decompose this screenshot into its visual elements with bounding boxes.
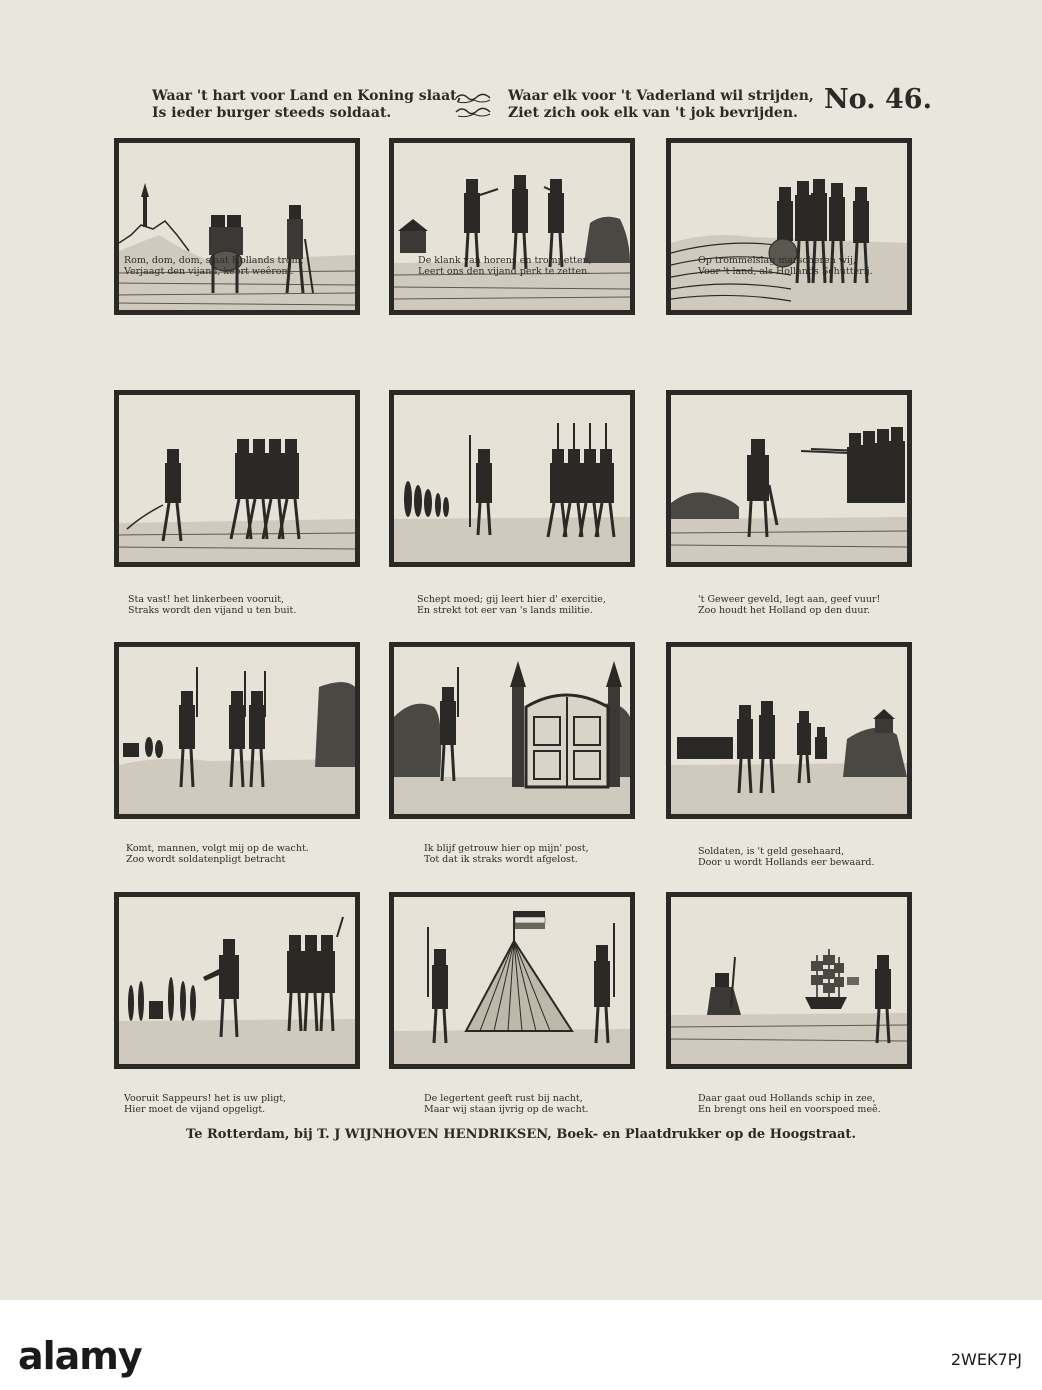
caption-6-line2: Zoo houdt het Holland op den duur. [698,605,870,616]
caption-6-line1: 't Geweer geveld, legt aan, geef vuur! [698,594,881,605]
caption-5 [417,594,667,616]
caption-4-line1: Sta vast! het linkerbeen vooruit, [128,594,285,605]
woodcut-panel-4 [114,390,360,567]
caption-11-line1: De legertent geeft rust bij nacht, [424,1093,583,1104]
caption-12 [698,1093,948,1115]
caption-12-line2: En brengt ons heil en voorspoed meê. [698,1104,881,1115]
caption-11 [424,1093,674,1115]
woodcut-panel-8 [389,642,635,819]
woodcut-drum-march-illustration [671,143,907,310]
stock-id: 2WEK7PJ [950,1350,1022,1369]
caption-9-line1: Soldaten, is 't geld gesehaard, [698,846,845,857]
stock-logo: alamy [18,1334,142,1378]
caption-1-line2: Verjaagt den vijand, keert weêrom. [124,266,294,277]
header-right-line2: Ziet zich ook elk van 't jok bevrijden. [508,105,798,121]
caption-2-line1: De klank van horens en trompetten, [418,255,592,266]
header-right-line1: Waar elk voor 't Vaderland wil strijden, [508,88,814,104]
caption-1 [124,255,374,277]
woodcut-panel-6 [666,390,912,567]
woodcut-panel-7 [114,642,360,819]
woodcut-guard-march-illustration [119,647,355,814]
woodcut-tent-camp-illustration [394,897,630,1064]
caption-9 [698,846,948,868]
caption-10 [124,1093,374,1115]
woodcut-firing-line-illustration [671,395,907,562]
header-left-line1: Waar 't hart voor Land en Koning slaat, [152,88,462,104]
caption-11-line2: Maar wij staan ijvrig op de wacht. [424,1104,589,1115]
header-left-line2: Is ieder burger steeds soldaat. [152,105,392,121]
caption-2 [418,255,668,277]
caption-3-line1: Op trommelslag marscheren wij, [698,255,856,266]
caption-2-line2: Leert ons den vijand perk te zetten. [418,266,591,277]
woodcut-exercise-illustration [394,395,630,562]
caption-7-line1: Komt, mannen, volgt mij op de wacht. [126,843,309,854]
woodcut-trumpeters-illustration [394,143,630,310]
ornament-icon [452,90,496,122]
printer-imprint: Te Rotterdam, bij T. J WIJNHOVEN HENDRIKSEN, Boek- en Plaatdrukker op de Hoogstraat. [186,1127,856,1142]
caption-3 [698,255,948,277]
woodcut-panel-10 [114,892,360,1069]
woodcut-sentry-gate-illustration [394,647,630,814]
woodcut-sappers-illustration [119,897,355,1064]
caption-5-line2: En strekt tot eer van 's lands militie. [417,605,593,616]
woodcut-panel-12 [666,892,912,1069]
sheet-number: No. 46. [824,84,932,115]
woodcut-panel-11 [389,892,635,1069]
caption-10-line1: Vooruit Sappeurs! het is uw pligt, [124,1093,287,1104]
caption-5-line1: Schept moed; gij leert hier d' exercitie, [417,594,606,605]
caption-4 [128,594,378,616]
stock-banner [0,1300,1042,1390]
caption-7-line2: Zoo wordt soldatenpligt betracht [126,854,286,865]
caption-8 [424,843,674,865]
caption-8-line2: Tot dat ik straks wordt afgelost. [424,854,578,865]
caption-9-line2: Door u wordt Hollands eer bewaard. [698,857,875,868]
caption-3-line2: Voor 't land, als Hollands Schutterij. [698,266,873,277]
header-verse-left [152,88,462,122]
woodcut-soldiers-field-illustration [671,647,907,814]
woodcut-panel-5 [389,390,635,567]
caption-4-line2: Straks wordt den vijand u ten buit. [128,605,297,616]
woodcut-drummers-illustration [119,143,355,310]
header-verse-right [508,88,814,122]
woodcut-ship-at-sea-illustration [671,897,907,1064]
woodcut-panel-9 [666,642,912,819]
caption-12-line1: Daar gaat oud Hollands schip in zee, [698,1093,876,1104]
caption-10-line2: Hier moet de vijand opgeligt. [124,1104,266,1115]
caption-1-line1: Rom, dom, dom, slaat Hollands trom, [124,255,304,266]
caption-8-line1: Ik blijf getrouw hier op mijn' post, [424,843,589,854]
woodcut-panel-2 [389,138,635,315]
woodcut-drill-illustration [119,395,355,562]
woodcut-panel-3 [666,138,912,315]
caption-6 [698,594,948,616]
caption-7 [126,843,376,865]
woodcut-panel-1 [114,138,360,315]
